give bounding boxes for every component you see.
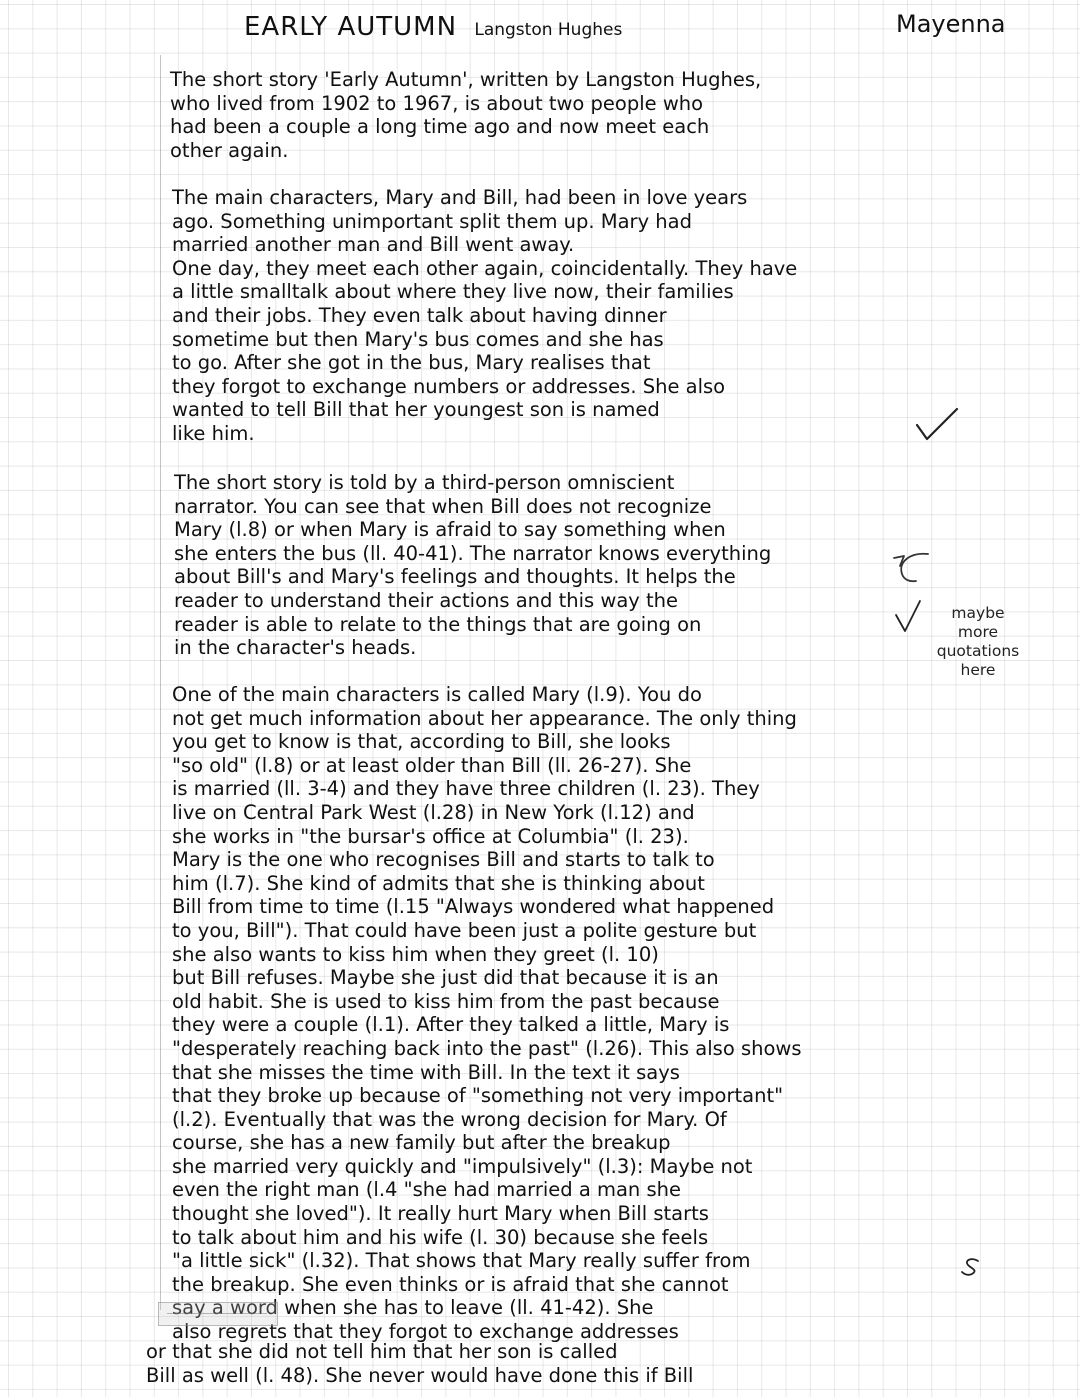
text-line: that she misses the time with Bill. In the text it says xyxy=(172,1060,680,1084)
text-line: in the character's heads. xyxy=(174,636,417,660)
text-line: also regrets that they forgot to exchange addresses xyxy=(172,1320,679,1344)
text-line: The short story is told by a third-person omniscient xyxy=(174,471,675,494)
text-line: you get to know is that, according to Bill, she looks xyxy=(172,730,671,754)
note-line: quotations xyxy=(936,642,1020,660)
student-name: Mayenna xyxy=(896,10,1006,38)
paragraph-characterization xyxy=(172,683,802,1344)
text-line: to go. After she got in the bus, Mary realises that xyxy=(172,351,651,375)
note-line: more xyxy=(957,623,999,641)
text-line: course, she has a new family but after the breakup xyxy=(172,1131,671,1155)
text-line: reader to understand their actions and this way the xyxy=(174,588,679,612)
text-line: The main characters, Mary and Bill, had been in love years xyxy=(172,186,748,209)
text-line: him (l.7). She kind of admits that she is thinking about xyxy=(172,871,705,895)
text-line: say a word when she has to leave (ll. 41-42). She xyxy=(172,1296,654,1320)
text-line: "a little sick" (l.32). That shows that Mary really suffer from xyxy=(172,1249,751,1273)
faded-stamp xyxy=(158,1302,278,1326)
text-line: about Bill's and Mary's feelings and thoughts. It helps the xyxy=(174,565,736,589)
text-line: they forgot to exchange numbers or addresses. She also xyxy=(172,374,726,398)
text-line: to you, Bill"). That could have been just a polite gesture but xyxy=(172,918,757,942)
text-line: she also wants to kiss him when they greet (l. 10) xyxy=(172,942,659,966)
text-line: old habit. She is used to kiss him from the past because xyxy=(172,989,720,1013)
text-line: she works in "the bursar's office at Columbia" (l. 23). xyxy=(172,824,689,848)
curved-arrow-icon xyxy=(888,548,936,588)
text-line: thought she loved"). It really hurt Mary when Bill starts xyxy=(172,1202,709,1226)
essay-author: Langston Hughes xyxy=(474,20,623,40)
text-line: they were a couple (l.1). After they talked a little, Mary is xyxy=(172,1013,730,1037)
text-line: Mary is the one who recognises Bill and starts to talk to xyxy=(172,848,715,872)
text-line: like him. xyxy=(172,421,255,445)
text-line: "desperately reaching back into the past" (l.26). This also shows xyxy=(172,1036,802,1060)
text-line: Bill as well (l. 48). She never would have done this if Bill xyxy=(146,1363,694,1387)
text-line: Mary (l.8) or when Mary is afraid to say something when xyxy=(174,518,726,542)
text-line: or that she did not tell him that her son is called xyxy=(146,1340,618,1363)
paragraph-narrator xyxy=(174,471,771,660)
text-line: wanted to tell Bill that her youngest son is named xyxy=(172,398,660,422)
text-line: she married very quickly and "impulsively" (l.3): Maybe not xyxy=(172,1154,753,1178)
text-line: "so old" (l.8) or at least older than Bill (ll. 26-27). She xyxy=(172,753,692,777)
paragraph-continuation xyxy=(146,1340,693,1387)
paragraph-introduction xyxy=(170,68,761,162)
text-line: (l.2). Eventually that was the wrong decision for Mary. Of xyxy=(172,1107,727,1131)
text-line: reader is able to relate to the things that are going on xyxy=(174,612,702,636)
text-line: sometime but then Mary's bus comes and she has xyxy=(172,327,664,351)
text-line: is married (ll. 3-4) and they have three children (l. 23). They xyxy=(172,777,760,801)
text-line: that they broke up because of "something not very important" xyxy=(172,1084,784,1108)
text-line: married another man and Bill went away. xyxy=(172,233,575,257)
text-line: had been a couple a long time ago and now meet each xyxy=(170,115,710,139)
text-line: Bill from time to time (l.15 "Always wondered what happened xyxy=(172,895,775,919)
s-correction-mark-icon xyxy=(958,1256,984,1278)
text-line: and their jobs. They even talk about having dinner xyxy=(172,303,667,327)
text-line: live on Central Park West (l.28) in New York (l.12) and xyxy=(172,800,695,824)
text-line: ago. Something unimportant split them up. Mary had xyxy=(172,209,692,233)
note-line: here xyxy=(960,661,996,679)
text-line: One of the main characters is called Mary (l.9). You do xyxy=(172,683,702,706)
text-line: even the right man (l.4 "she had married a man she xyxy=(172,1178,681,1202)
text-line: narrator. You can see that when Bill does not recognize xyxy=(174,494,712,518)
text-line: she enters the bus (ll. 40-41). The narrator knows everything xyxy=(174,541,772,565)
margin-line xyxy=(160,55,161,1310)
text-line: to talk about him and his wife (l. 30) because she feels xyxy=(172,1225,709,1249)
text-line: One day, they meet each other again, coincidentally. They have xyxy=(172,256,798,280)
text-line: the breakup. She even thinks or is afraid that she cannot xyxy=(172,1272,729,1296)
stamp-line xyxy=(167,1313,267,1314)
text-line: other again. xyxy=(170,138,289,162)
paragraph-summary xyxy=(172,186,797,446)
text-line: who lived from 1902 to 1967, is about two people who xyxy=(170,91,704,115)
text-line: but Bill refuses. Maybe she just did that because it is an xyxy=(172,966,719,990)
essay-title: EARLY AUTUMN xyxy=(244,12,458,42)
text-line: The short story 'Early Autumn', written by Langston Hughes, xyxy=(170,68,762,91)
text-line: not get much information about her appearance. The only thing xyxy=(172,706,797,730)
note-line: maybe xyxy=(951,604,1005,622)
teacher-margin-note xyxy=(918,604,1038,680)
checkmark-icon xyxy=(913,405,963,445)
page-header xyxy=(244,12,622,42)
text-line: a little smalltalk about where they live now, their families xyxy=(172,280,734,304)
